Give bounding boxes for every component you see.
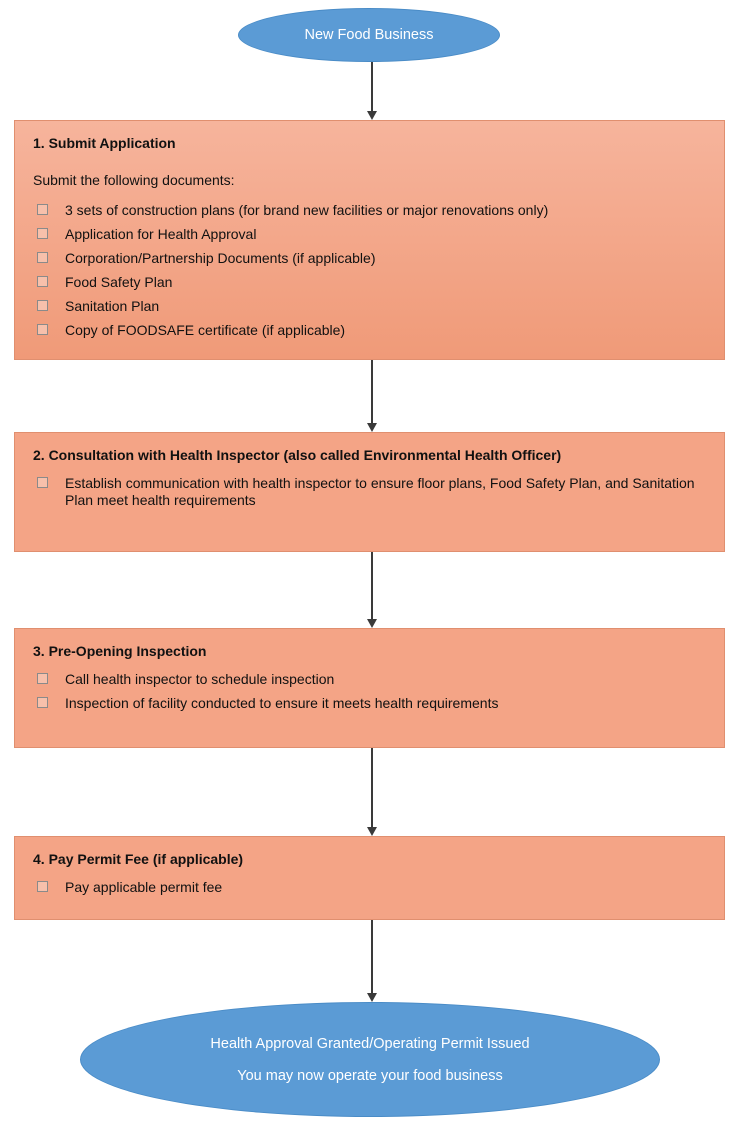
list-item-label: Inspection of facility conducted to ensure it meets health requirements (65, 695, 499, 711)
checkbox-icon (37, 228, 48, 239)
checkbox-icon (37, 252, 48, 263)
list-item-label: Call health inspector to schedule inspection (65, 671, 335, 687)
flow-step-4-checklist (33, 879, 708, 896)
list-item (33, 322, 708, 339)
list-item-label: Sanitation Plan (65, 298, 160, 314)
flow-step-1-checklist (33, 202, 708, 339)
flow-step-3-checklist (33, 671, 708, 712)
list-item (33, 274, 708, 291)
flow-step-1-subtitle: Submit the following documents: (33, 172, 235, 188)
list-item-label: Corporation/Partnership Documents (if applicable) (65, 250, 376, 266)
list-item (33, 671, 708, 688)
flow-arrow-start-to-step1 (371, 62, 373, 111)
flow-step-4-title: 4. Pay Permit Fee (if applicable) (33, 851, 244, 867)
checkbox-icon (37, 881, 48, 892)
flow-step-2 (14, 432, 725, 552)
list-item-label: 3 sets of construction plans (for brand new facilities or major renovations only) (65, 202, 549, 218)
list-item-label: Pay applicable permit fee (65, 879, 223, 895)
flow-step-2-title: 2. Consultation with Health Inspector (also called Environmental Health Officer) (33, 447, 562, 463)
flow-step-1 (14, 120, 725, 360)
flow-end-node (80, 1002, 660, 1117)
flow-step-3 (14, 628, 725, 748)
checkbox-icon (37, 204, 48, 215)
flow-arrow-step1-to-step2 (371, 360, 373, 423)
checkbox-icon (37, 276, 48, 287)
list-item-label: Establish communication with health inspector to ensure floor plans, Food Safety Plan, and Sanitation Plan meet health requirements (65, 475, 695, 508)
checkbox-icon (37, 324, 48, 335)
flow-arrow-step4-to-end (371, 920, 373, 993)
flow-start-node (238, 8, 500, 62)
list-item-label: Copy of FOODSAFE certificate (if applicable) (65, 322, 346, 338)
list-item (33, 226, 708, 243)
list-item (33, 298, 708, 315)
list-item (33, 202, 708, 219)
list-item-label: Food Safety Plan (65, 274, 173, 290)
checkbox-icon (37, 477, 48, 488)
checkbox-icon (37, 300, 48, 311)
flow-step-3-title: 3. Pre-Opening Inspection (33, 643, 207, 659)
list-item (33, 250, 708, 267)
flow-step-4 (14, 836, 725, 920)
flow-start-label: New Food Business (304, 27, 434, 43)
flow-step-1-title: 1. Submit Application (33, 135, 176, 151)
list-item-label: Application for Health Approval (65, 226, 257, 242)
list-item (33, 879, 708, 896)
flow-step-2-checklist (33, 475, 708, 509)
list-item (33, 695, 708, 712)
list-item (33, 475, 708, 509)
flow-end-label-primary: Health Approval Granted/Operating Permit Issued (210, 1035, 530, 1052)
flow-arrow-step2-to-step3 (371, 552, 373, 619)
checkbox-icon (37, 697, 48, 708)
flow-end-label-secondary: You may now operate your food business (237, 1067, 503, 1084)
checkbox-icon (37, 673, 48, 684)
flow-arrow-step3-to-step4 (371, 748, 373, 827)
